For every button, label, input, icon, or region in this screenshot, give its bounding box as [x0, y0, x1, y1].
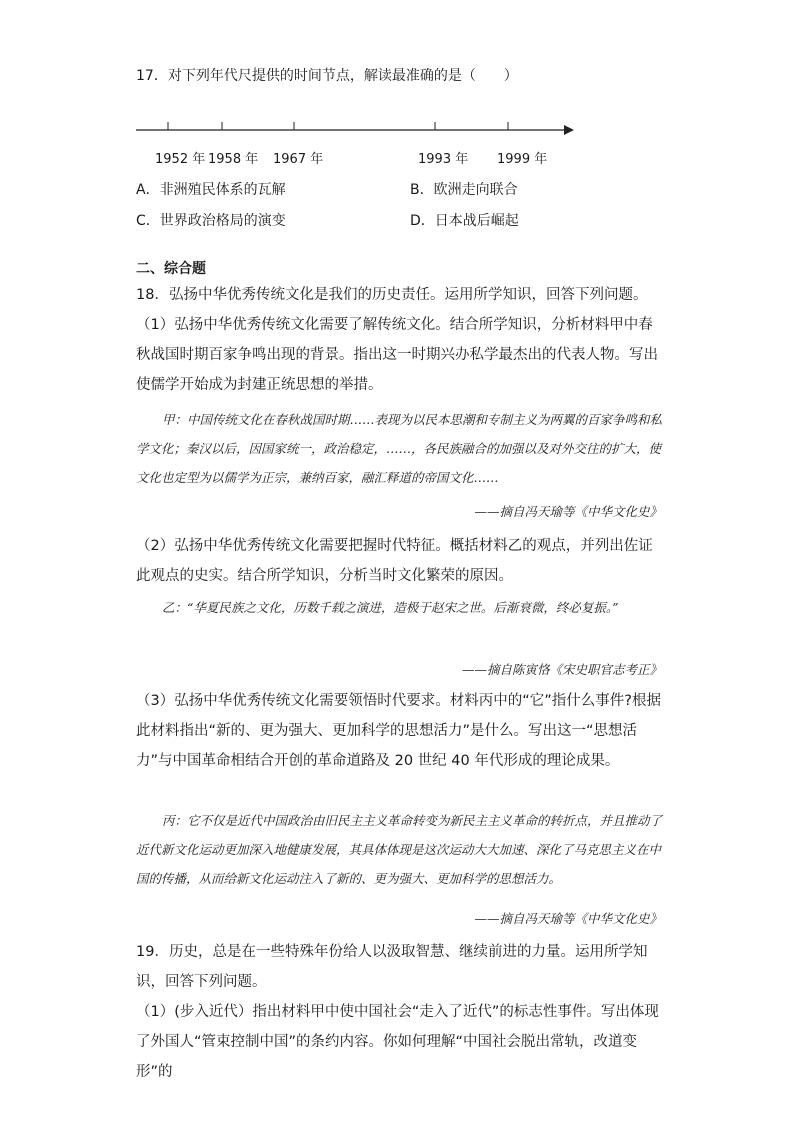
q17-option-b: B．欧洲走向联合: [410, 182, 518, 198]
q19-part1: （1）(步入近代）指出材料甲中使中国社会“走入了近代”的标志性事件。写出体现了外国人“管束控制中国”的条约内容。你如何理解“中国社会脱出常轨，改道变形”的: [136, 1004, 659, 1080]
q17-option-c: C．世界政治格局的演变: [136, 213, 286, 229]
q18-material-bing: 丙：它不仅是近代中国政治由旧民主主义革命转变为新民主主义革命的转折点，并且推动了近代新文化运动更加深入地健康发展，其具体体现是这次运动大大加速、深化了马克思主义在中国的传播，从而给新文化运动注入了新的、更为强大、更加科学的思想活力。: [136, 813, 663, 886]
q18-part1: （1）弘扬中华优秀传统文化需要了解传统文化。结合所学知识，分析材料甲中春秋战国时期百家争鸣出现的背景。指出这一时期兴办私学最杰出的代表人物。写出使儒学开始成为封建正统思想的举措。: [136, 317, 658, 393]
q18-part2: （2）弘扬中华优秀传统文化需要把握时代特征。概括材料乙的观点，并列出佐证此观点的史实。结合所学知识，分析当时文化繁荣的原因。: [136, 538, 653, 584]
timeline-label-1993: 1993 年: [418, 152, 469, 167]
q17-option-a: A．非洲殖民体系的瓦解: [136, 182, 286, 198]
q18-source-yi: ——摘自陈寅恪《宋史职官志考正》: [461, 662, 662, 677]
q18-stem: 18．弘扬中华优秀传统文化是我们的历史责任。运用所学知识，回答下列问题。: [136, 287, 648, 303]
q18-material-yi: 乙：“华夏民族之文化，历数千载之演进，造极于赵宋之世。后渐衰微，终必复振。”: [162, 600, 619, 615]
q17-stem: 17．对下列年代尺提供的时间节点，解读最准确的是（ ）: [136, 68, 518, 84]
q18-source-bing: ——摘自冯天瑜等《中华文化史》: [474, 911, 662, 926]
timeline-label-1952: 1952 年: [155, 152, 206, 167]
timeline-label-1958: 1958 年: [208, 152, 259, 167]
section-title: 二、综合题: [136, 261, 206, 277]
timeline-arrow: [564, 125, 574, 135]
q18-source-jia: ——摘自冯天瑜等《中华文化史》: [474, 504, 662, 519]
timeline-label-1967: 1967 年: [273, 152, 324, 167]
q18-material-jia: 甲：中国传统文化在春秋战国时期……表现为以民本思潮和专制主义为两翼的百家争鸣和私学文化；秦汉以后，因国家统一，政治稳定，……，各民族融合的加强以及对外交往的扩大，使文化也定型为以儒学为正宗，兼纳百家，融汇释道的帝国文化……: [136, 412, 663, 485]
q19-stem: 19．历史，总是在一些特殊年份给人以汲取智慧、继续前进的力量。运用所学知识，回答下列问题。: [136, 944, 648, 990]
q17-option-d: D．日本战后崛起: [410, 213, 519, 229]
q18-part3: （3）弘扬中华优秀传统文化需要领悟时代要求。材料丙中的“它”指什么事件?根据此材料指出“新的、更为强大、更加科学的思想活力”是什么。写出这一“思想活力”与中国革命相结合开创的革命道路及 20 世纪 40 年代形成的理论成果。: [136, 693, 661, 769]
timeline-label-1999: 1999 年: [497, 152, 548, 167]
